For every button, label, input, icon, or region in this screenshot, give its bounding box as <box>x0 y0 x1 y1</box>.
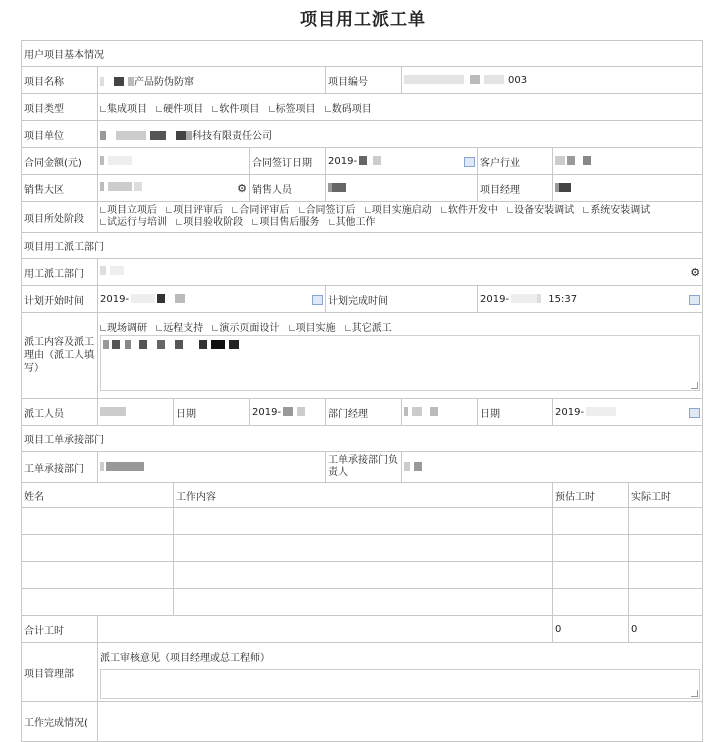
stage-checkbox-11[interactable]: 项目售后服务 <box>252 217 319 229</box>
act-cell[interactable] <box>629 589 703 616</box>
work-cell[interactable] <box>174 508 553 535</box>
stage-checkbox-4[interactable]: 合同签订后 <box>299 205 356 217</box>
label-project-mgmt: 项目管理部 <box>22 643 98 702</box>
work-cell[interactable] <box>174 562 553 589</box>
stage-checkbox-3[interactable]: 合同评审后 <box>232 205 289 217</box>
label-completion: 工作完成情况( <box>22 702 98 742</box>
dispatch-checkbox-remote[interactable]: 远程支持 <box>156 319 203 334</box>
stage-checkbox-5[interactable]: 项目实施启动 <box>365 205 432 217</box>
dispatch-type-options <box>100 319 700 334</box>
table-row <box>22 535 703 562</box>
project-manager-field[interactable] <box>553 175 703 202</box>
manager-date-field[interactable] <box>553 399 703 426</box>
work-cell[interactable] <box>174 535 553 562</box>
col-header-work: 工作内容 <box>174 483 553 508</box>
dept-manager-field[interactable] <box>402 399 478 426</box>
dispatch-dept-select[interactable] <box>98 259 703 286</box>
act-cell[interactable] <box>629 508 703 535</box>
undertake-dept-field[interactable] <box>98 452 326 483</box>
plan-start-text: 2019- <box>100 293 130 305</box>
dispatcher-date-field[interactable] <box>250 399 326 426</box>
work-cell[interactable] <box>174 589 553 616</box>
section-undertake-dept: 项目工单承接部门 <box>22 426 703 452</box>
type-checkbox-label[interactable]: 标签项目 <box>269 100 316 115</box>
est-cell[interactable] <box>553 535 629 562</box>
stage-checkbox-6[interactable]: 软件开发中 <box>441 205 498 217</box>
est-cell[interactable] <box>553 589 629 616</box>
act-cell[interactable] <box>629 562 703 589</box>
dispatch-reason-textarea[interactable] <box>100 335 700 391</box>
table-row <box>22 589 703 616</box>
label-sales-region: 销售大区 <box>22 175 98 202</box>
total-hours-spacer <box>98 616 553 643</box>
project-type-options <box>98 94 703 121</box>
label-project-type: 项目类型 <box>22 94 98 121</box>
gear-icon[interactable]: ⚙ <box>690 265 701 279</box>
name-cell[interactable] <box>22 562 174 589</box>
dispatch-content-cell <box>98 313 703 399</box>
gear-icon[interactable]: ⚙ <box>237 181 247 195</box>
dispatch-form <box>21 40 703 742</box>
stage-checkbox-7[interactable]: 设备安装调试 <box>507 205 574 217</box>
label-plan-start: 计划开始时间 <box>22 286 98 313</box>
label-project-stage: 项目所处阶段 <box>22 202 98 233</box>
review-opinion-textarea[interactable] <box>100 669 700 699</box>
name-cell[interactable] <box>22 508 174 535</box>
project-name-text: 产品防伪防窜 <box>134 76 194 88</box>
stage-checkbox-2[interactable]: 项目评审后 <box>166 205 223 217</box>
col-header-est: 预估工时 <box>553 483 629 508</box>
plan-end-date-text: 2019- <box>480 293 510 305</box>
table-row <box>22 562 703 589</box>
label-undertake-head: 工单承接部门负责人 <box>326 452 402 483</box>
contract-date-field[interactable] <box>326 148 478 175</box>
label-project-unit: 项目单位 <box>22 121 98 148</box>
manager-date-text: 2019- <box>555 406 585 418</box>
section-basic-info: 用户项目基本情况 <box>22 41 703 67</box>
act-cell[interactable] <box>629 535 703 562</box>
label-dept-manager: 部门经理 <box>326 399 402 426</box>
label-undertake-dept: 工单承接部门 <box>22 452 98 483</box>
dispatch-checkbox-other[interactable]: 其它派工 <box>345 319 392 334</box>
label-dispatcher: 派工人员 <box>22 399 98 426</box>
label-contract-date: 合同签订日期 <box>250 148 326 175</box>
review-cell <box>98 643 703 702</box>
calendar-icon[interactable] <box>312 295 323 305</box>
customer-industry-field[interactable] <box>553 148 703 175</box>
sales-person-field[interactable] <box>326 175 478 202</box>
label-sales-person: 销售人员 <box>250 175 326 202</box>
label-plan-end: 计划完成时间 <box>326 286 478 313</box>
type-checkbox-digital[interactable]: 数码项目 <box>325 100 372 115</box>
dispatcher-date-text: 2019- <box>252 406 282 418</box>
label-project-manager: 项目经理 <box>478 175 553 202</box>
col-header-act: 实际工时 <box>629 483 703 508</box>
review-opinion-label: 派工审核意见（项目经理或总工程师） <box>100 653 270 664</box>
section-dispatch-dept: 项目用工派工部门 <box>22 233 703 259</box>
est-cell[interactable] <box>553 562 629 589</box>
undertake-head-field[interactable] <box>402 452 703 483</box>
name-cell[interactable] <box>22 535 174 562</box>
dispatch-checkbox-demo[interactable]: 演示页面设计 <box>212 319 279 334</box>
plan-start-field[interactable] <box>98 286 326 313</box>
project-stage-options <box>98 202 703 233</box>
type-checkbox-hardware[interactable]: 硬件项目 <box>156 100 203 115</box>
project-unit-field[interactable] <box>98 121 703 148</box>
type-checkbox-integration[interactable]: 集成项目 <box>100 100 147 115</box>
completion-field[interactable] <box>98 702 703 742</box>
stage-checkbox-8[interactable]: 系统安装调试 <box>583 205 650 217</box>
calendar-icon[interactable] <box>689 295 700 305</box>
total-est-value: 0 <box>553 616 629 643</box>
contract-date-text: 2019- <box>328 155 358 167</box>
stage-checkbox-10[interactable]: 项目验收阶段 <box>176 217 243 229</box>
dispatch-checkbox-implement[interactable]: 项目实施 <box>289 319 336 334</box>
page-title: 项目用工派工单 <box>300 10 426 30</box>
label-dispatch-dept: 用工派工部门 <box>22 259 98 286</box>
label-dispatcher-date: 日期 <box>174 399 250 426</box>
est-cell[interactable] <box>553 508 629 535</box>
label-customer-industry: 客户行业 <box>478 148 553 175</box>
stage-checkbox-12[interactable]: 其他工作 <box>329 217 376 229</box>
project-name-field[interactable] <box>98 67 326 94</box>
label-dispatch-content: 派工内容及派工理由（派工人填写） <box>22 313 98 399</box>
contract-amount-field[interactable] <box>98 148 250 175</box>
stage-checkbox-9[interactable]: 试运行与培训 <box>100 217 167 229</box>
project-unit-text: 科技有限责任公司 <box>192 130 272 142</box>
label-project-name: 项目名称 <box>22 67 98 94</box>
total-act-value: 0 <box>629 616 703 643</box>
dispatcher-field[interactable] <box>98 399 174 426</box>
label-project-no: 项目编号 <box>326 67 402 94</box>
dispatch-checkbox-survey[interactable]: 现场调研 <box>100 319 147 334</box>
stage-checkbox-1[interactable]: 项目立项后 <box>100 205 157 217</box>
calendar-icon[interactable] <box>464 157 475 167</box>
label-manager-date: 日期 <box>478 399 553 426</box>
calendar-icon[interactable] <box>689 408 700 418</box>
label-contract-amount: 合同金额(元) <box>22 148 98 175</box>
label-total-hours: 合计工时 <box>22 616 98 643</box>
table-row <box>22 508 703 535</box>
sales-region-select[interactable] <box>98 175 250 202</box>
name-cell[interactable] <box>22 589 174 616</box>
project-no-field[interactable] <box>402 67 703 94</box>
plan-end-field[interactable] <box>478 286 703 313</box>
plan-end-time-text: 15:37 <box>548 293 578 305</box>
col-header-name: 姓名 <box>22 483 174 508</box>
type-checkbox-software[interactable]: 软件项目 <box>212 100 259 115</box>
project-no-text: 003 <box>508 74 528 86</box>
